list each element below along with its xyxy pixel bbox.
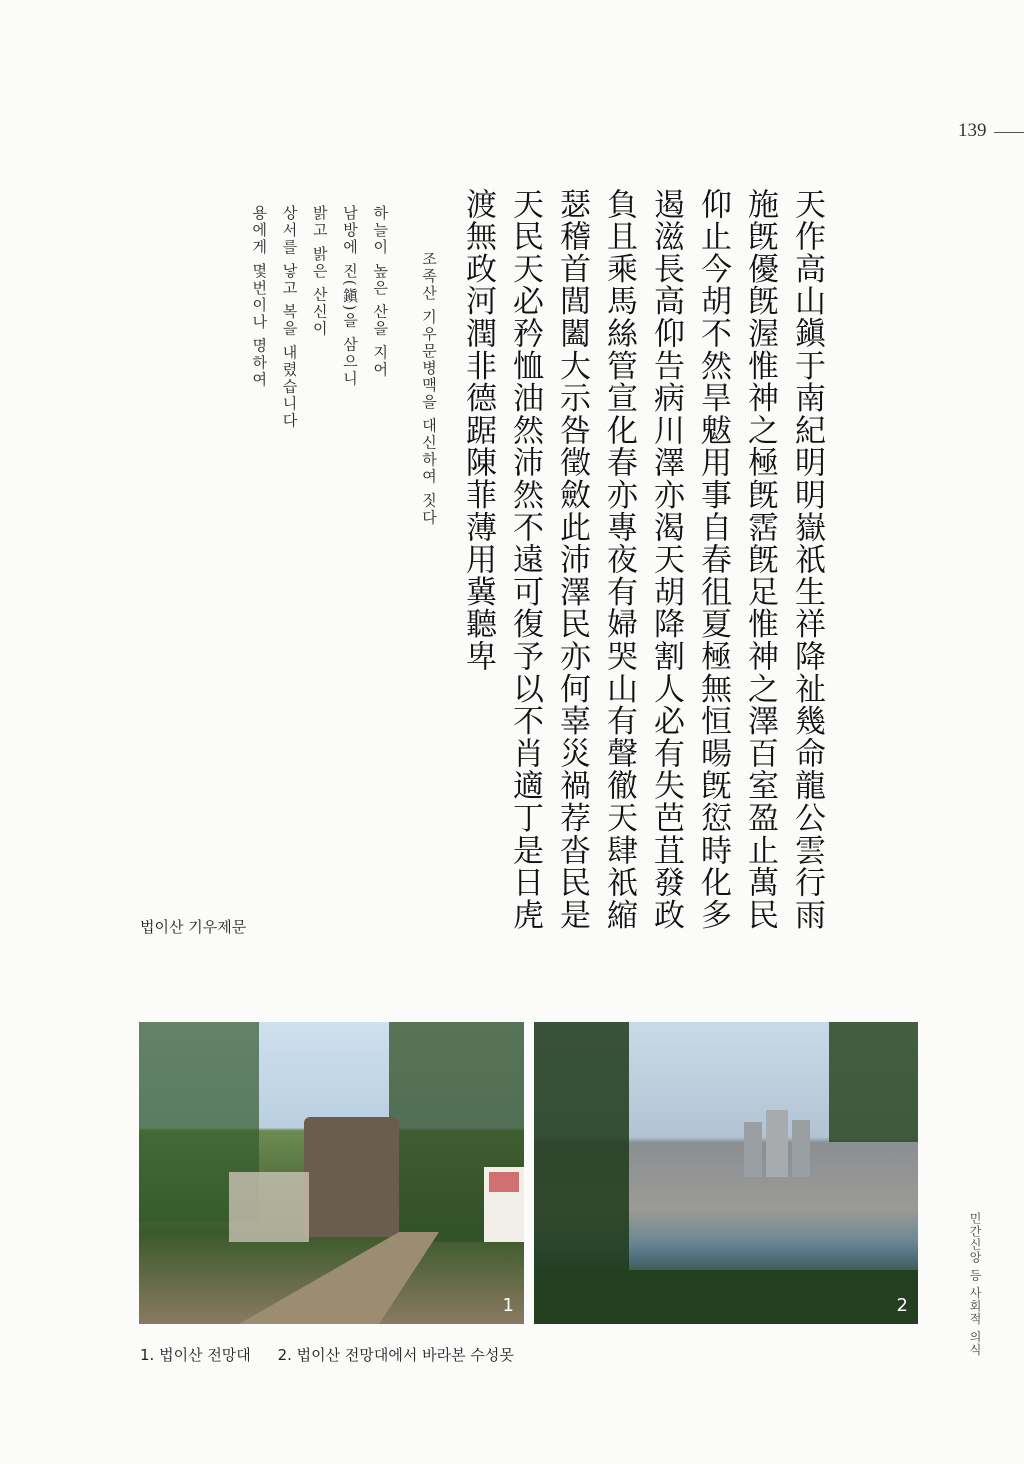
photo-suseong-lake — [534, 1022, 918, 1324]
hanja-column: 瑟稽首閭闔大示咎徵斂此沛澤民亦何辜災禍荐沓民是 — [554, 188, 590, 931]
photo-caption: 1. 법이산 전망대 — [140, 1346, 251, 1364]
hanja-column: 渡無政河潤非德踞陳菲薄用冀聽卑 — [460, 188, 496, 673]
hanja-column: 負且乘馬絲管宣化春亦專夜有婦哭山有聲徹天肆祇縮 — [601, 188, 637, 931]
photo-observatory — [139, 1022, 524, 1324]
hanja-column: 遏滋長高仰告病川澤亦渴天胡降割人必有失芭苴發政 — [648, 188, 684, 931]
korean-translation-block — [240, 205, 440, 585]
korean-line: 밝고 밝은 산신이 — [310, 205, 329, 338]
hanja-column: 天民天必矜恤油然沛然不遠可復予以不肖適丁是日虎 — [507, 188, 543, 931]
korean-line: 상서를 낳고 복을 내렸습니다 — [280, 205, 299, 430]
hanja-column: 天作高山鎭于南紀明明嶽祇生祥降祉幾命龍公雲行雨 — [789, 188, 825, 931]
lake-view-illustration — [534, 1022, 918, 1324]
hanja-column: 仰止今胡不然旱魃用事自春徂夏極無恒暘旣愆時化多 — [695, 188, 731, 931]
observatory-illustration — [139, 1022, 524, 1324]
korean-line: 하늘이 높은 산을 지어 — [371, 205, 390, 379]
page-number-rule — [994, 132, 1024, 133]
hanja-text-block — [460, 188, 830, 948]
photo-number: 2 — [896, 1295, 908, 1316]
korean-line: 남방에 진(鎭)을 삼으니 — [341, 205, 360, 388]
hanja-column: 施旣優旣渥惟神之極旣霑旣足惟神之澤百室盈止萬民 — [742, 188, 778, 931]
side-section-label: 민간신앙 등 사회적 의식 — [968, 1212, 982, 1357]
photo-captions — [140, 1344, 536, 1365]
photo-caption: 2. 법이산 전망대에서 바라본 수성못 — [277, 1346, 514, 1364]
photo-number: 1 — [502, 1295, 514, 1316]
main-caption: 법이산 기우제문 — [140, 918, 247, 936]
korean-line: 용에게 몇번이나 명하여 — [250, 205, 269, 389]
page-number: 139 — [958, 120, 987, 141]
korean-title: 조족산 기우문병맥을 대신하여 짓다 — [420, 251, 438, 527]
